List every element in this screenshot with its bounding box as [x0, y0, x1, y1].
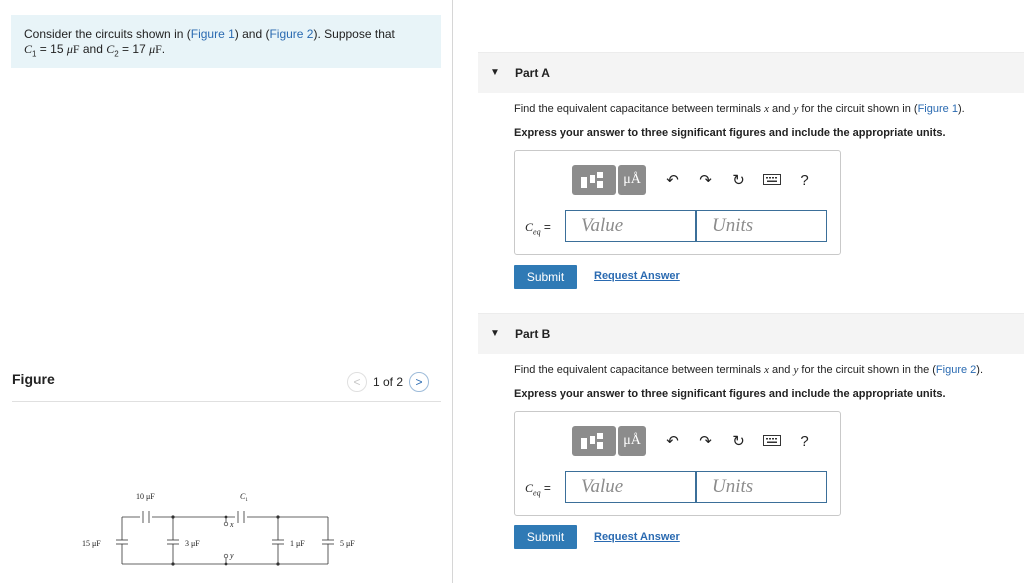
collapse-triangle-icon[interactable]: ▼	[490, 67, 500, 78]
value-input[interactable]: Value	[565, 471, 696, 503]
templates-button[interactable]	[572, 426, 616, 456]
ceq-label: $C_{eq}$ =	[525, 220, 551, 237]
reset-icon[interactable]: ↻	[732, 433, 745, 450]
part-b-instruction: Express your answer to three significant figures and include the appropriate units.	[514, 388, 946, 400]
part-a-question: Find the equivalent capacitance between terminals x and y for the circuit shown in (Figure 1).	[514, 103, 965, 115]
part-a-request-answer-link[interactable]: Request Answer	[594, 270, 680, 282]
templates-icon	[579, 431, 609, 451]
help-icon[interactable]: ?	[800, 171, 809, 189]
label-c1: $C_1$	[240, 492, 248, 503]
ceq-label: $C_{eq}$ =	[525, 481, 551, 498]
part-a-answer-box	[514, 150, 841, 255]
units-input[interactable]: Units	[696, 210, 827, 242]
prev-figure-button[interactable]: <	[347, 372, 367, 392]
templates-button[interactable]	[572, 165, 616, 195]
part-b-request-answer-link[interactable]: Request Answer	[594, 531, 680, 543]
divider	[12, 401, 441, 402]
part-a-figure-link[interactable]: Figure 1	[917, 103, 958, 115]
label-10uf: 10 μF	[136, 492, 155, 501]
math-toolbar	[572, 426, 821, 456]
problem-statement	[11, 15, 441, 68]
part-a-submit-button[interactable]: Submit	[514, 265, 577, 289]
part-b-submit-button[interactable]: Submit	[514, 525, 577, 549]
keyboard-icon[interactable]	[755, 172, 788, 189]
keyboard-icon[interactable]	[755, 433, 788, 450]
redo-icon[interactable]: ↷	[699, 172, 712, 189]
templates-icon	[579, 170, 609, 190]
label-3uf: 3 μF	[185, 539, 200, 548]
circuit-diagram	[70, 482, 370, 572]
figure-pager	[347, 372, 429, 392]
part-a-header[interactable]	[478, 52, 1024, 93]
units-button[interactable]: μÅ	[618, 426, 646, 456]
units-input[interactable]: Units	[696, 471, 827, 503]
reset-icon[interactable]: ↻	[732, 172, 745, 189]
part-b-figure-link[interactable]: Figure 2	[935, 364, 977, 376]
units-button[interactable]: μÅ	[618, 165, 646, 195]
undo-icon[interactable]: ↶	[666, 433, 679, 450]
terminal-y-label: y	[230, 551, 234, 560]
value-input[interactable]: Value	[565, 210, 696, 242]
problem-line-1: Consider the circuits shown in (Figure 1) and (Figure 2). Suppose that	[24, 27, 395, 41]
figure-1-link[interactable]: Figure 1	[190, 27, 235, 41]
figure-counter: 1 of 2	[373, 375, 404, 389]
left-panel	[0, 0, 453, 583]
part-b-title: Part B	[515, 327, 551, 341]
figure-2-link[interactable]: Figure 2	[269, 27, 314, 41]
redo-icon[interactable]: ↷	[699, 433, 712, 450]
collapse-triangle-icon[interactable]: ▼	[490, 328, 500, 339]
part-a-title: Part A	[515, 66, 550, 80]
next-figure-button[interactable]: >	[409, 372, 429, 392]
label-15uf: 15 μF	[82, 539, 101, 548]
label-1uf: 1 μF	[290, 539, 305, 548]
part-b-header[interactable]	[478, 313, 1024, 354]
label-5uf: 5 μF	[340, 539, 355, 548]
terminal-x-label: x	[230, 520, 234, 529]
figure-title: Figure	[12, 371, 55, 387]
part-a-instruction: Express your answer to three significant figures and include the appropriate units.	[514, 127, 946, 139]
math-toolbar	[572, 165, 821, 195]
part-b-answer-box	[514, 411, 841, 516]
undo-icon[interactable]: ↶	[666, 172, 679, 189]
problem-line-2: $C_1 = 15$ μF and $C_2 = 17$ μF.	[24, 42, 166, 59]
help-icon[interactable]: ?	[800, 432, 809, 450]
part-b-question: Find the equivalent capacitance between terminals x and y for the circuit shown in the (Figure 2).	[514, 364, 984, 376]
